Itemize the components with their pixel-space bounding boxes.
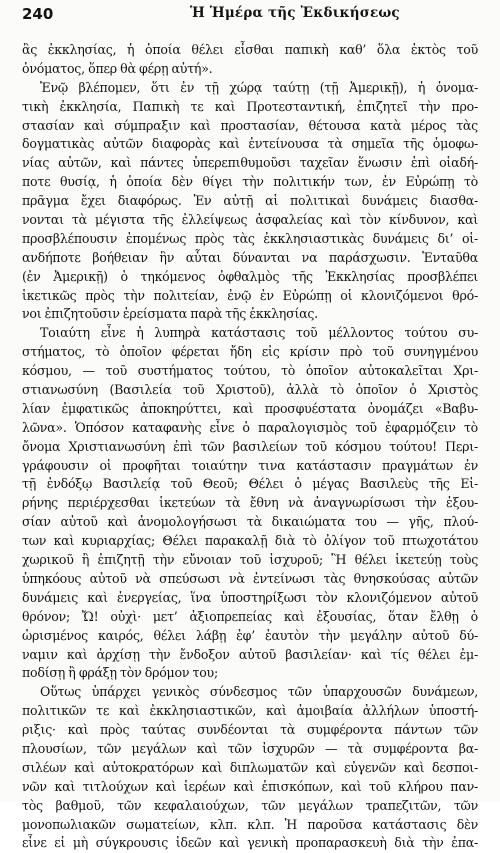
text-line: ποτε θυσίᾳ, ἡ ὁποία δὲν θίγει τὴν πολιτικήν των, ἐν Εὐρώπῃ τὸ xyxy=(22,174,478,190)
text-line: πρᾶγμα ἔχει διαφόρως. Ἐν αὐτῇ αἱ πολιτικαὶ δυνάμεις διασθα- xyxy=(22,193,478,209)
text-line: ὑπηκόους αὐτοῦ νὰ σπεύσωσι νὰ ἐντείνωσι τὰς θνησκούσας αὐτῶν xyxy=(22,570,478,586)
text-line: στιανωσύνη (Βασιλεία τοῦ Χριστοῦ), ἀλλὰ τὸ ὁποῖον ὁ Χριστὸς xyxy=(22,382,478,398)
text-line: ανδήποτε βοήθειαν ἣν αὗται δύνανται να παράσχωσιν. Ἐνταῦθα xyxy=(22,249,478,265)
text-line: πλουσίων, τῶν μεγάλων καὶ τῶν ἰσχυρῶν — τὰ συμφέροντα βα- xyxy=(22,740,478,756)
text-line: λῶνα». Ὁπόσον καταφανὴς εἶνε ὁ παραλογισμὸς τοῦ ἐφαρμόζειν τὸ xyxy=(22,419,478,435)
text-line: κόσμου, — τοῦ συστήματος τούτου, τὸ ὁποῖον αὐτοκαλεῖται Χρι- xyxy=(22,363,478,379)
body-text xyxy=(22,41,478,853)
text-line: γράφουσιν οἱ προφῆται τοιαύτην τινα κατάστασιν πραγμάτων ἐν xyxy=(22,457,478,473)
text-line: εἶνε εἰ μὴ σύγκρουσις ἰδεῶν καὶ γενικὴ προπαρασκευὴ διὰ τὴν ἐπα- xyxy=(22,835,478,851)
text-line: ἱκετικῶς πρὸς τὴν πολιτείαν, ἐνῷ ἐν Εὐρώπῃ οἱ κλονιζόμενοι θρό- xyxy=(22,287,478,303)
text-line: στήματος, τὸ ὁποῖον φέρεται ἤδη εἰς κρίσιν πρὸ τοῦ συνηγμένου xyxy=(22,344,478,360)
text-line: νοι ἐπιζητοῦσιν ἐρείσματα παρὰ τῆς ἐκκλησίας. xyxy=(22,306,318,322)
text-line: πολιτικῶν τε καὶ ἐκκλησιαστικῶν, καὶ ἀμοιβαία ἀλλήλων ὑποστή- xyxy=(22,703,478,719)
text-line: θρόνον; Ὤ! οὐχὶ· μετ’ ἀξιοπρεπείας καὶ ἐξουσίας, ὅταν ἔλθῃ ὁ xyxy=(22,608,478,624)
text-line: ὡρισμένος καιρός, θέλει λάβῃ ἐφ’ ἑαυτὸν τὴν μεγάλην αὐτοῦ δύ- xyxy=(22,627,478,643)
text-line: δογματικὰς αὐτῶν διαφορὰς καὶ ἐντείνουσα τὰ σημεῖα τῆς ὁμοφω- xyxy=(22,136,478,152)
text-line: νίας αὐτῶν, καὶ πάντες ὑπερεπιθυμοῦσι ταχεῖαν ἕνωσιν ἐπὶ οἱαδή- xyxy=(22,155,478,171)
text-line: τικὴ ἐκκλησία, Παπικὴ τε καὶ Προτεσταντική, ἐπιζητεῖ τὴν προ- xyxy=(22,98,478,114)
text-line: νονται τὰ μέγιστα τῆς ἐλλείψεως ἀσφαλείας καὶ τὸν κίνδυνον, καὶ xyxy=(22,212,478,228)
text-line: ναμιν καὶ ἀρχίσῃ τὴν ἔνδοξον αὐτοῦ βασιλείαν· καὶ τίς θέλει ἐμ- xyxy=(22,646,478,662)
text-line: χωρικοῦ ἢ ἐπιζητῇ τὴν εὔνοιαν τοῦ ἰσχυροῦ; Ἢ θέλει ἱκετεύῃ τοὺς xyxy=(22,552,478,568)
text-line: ὄνομα Χριστιανωσύνη ἐπὶ τῶν βασιλείων τοῦ κόσμου τούτου! Περι- xyxy=(22,438,478,454)
text-line: ἂς ἐκκλησίας, ἡ ὁποία θέλει εἶσθαι παπικὴ καθ’ ὅλα ἐκτὸς τοῦ xyxy=(22,42,478,57)
page-number: 240 xyxy=(22,5,54,23)
text-line: τῇ ἐνδόξῳ Βασιλείᾳ τοῦ Θεοῦ; Θέλει ὁ μέγας Βασιλεὺς τῆς Εἰ- xyxy=(22,476,478,492)
text-line: ὀνόματος, ὅπερ θὰ φέρῃ αὐτή». xyxy=(22,60,213,76)
page-header xyxy=(22,4,478,26)
text-line: στασίαν καὶ σύμπραξιν καὶ προστασίαν, θέτουσα κατὰ μέρος τὰς xyxy=(22,117,478,133)
text-line: (ἐν Ἀμερικῇ) ὁ τηκόμενος ὀφθαλμὸς τῆς Ἐκκλησίας προσβλέπει xyxy=(22,268,478,284)
text-line: σιλέων καὶ αὐτοκρατόρων καὶ διπλωματῶν καὶ εὐγενῶν καὶ δεσποι- xyxy=(22,759,478,775)
text-line: Οὕτως ὑπάρχει γενικὸς σύνδεσμος τῶν ὑπαρχουσῶν δυνάμεων, xyxy=(40,684,478,700)
text-line: τὸς βαθμοῦ, τῶν κεφαλαιούχων, τῶν μεγάλων τραπεζιτῶν, τῶν xyxy=(22,797,478,813)
text-line: προσβλέπουσιν ἐπομένως πρὸς τὰς ἐκκλησιαστικὰς δυνάμεις δι’ οἱ- xyxy=(22,230,478,246)
text-line: δυνάμεις καὶ ἐνεργείας, ἵνα ὑποστηρίξωσι τὸν κλονιζόμενον αὐτοῦ xyxy=(22,589,478,605)
text-line: σίαν αὐτοῦ καὶ ἀνομολογήσωσι τὰ δικαιώματα του — γῆς, πλού- xyxy=(22,514,478,530)
text-line: λίαν ἐμφατικῶς ἀποκηρύττει, καὶ προσφυέστατα ὀνομάζει «Βαβυ- xyxy=(22,400,478,416)
text-line: των καὶ κυριαρχίας; Θέλει παρακαλῇ διὰ τὸ ὀλίγον τοῦ πτωχοτάτου xyxy=(22,533,478,549)
text-line: Ἐνῷ βλέπομεν, ὅτι ἐν τῇ χώρᾳ ταύτῃ (τῇ Ἀμερικῇ), ἡ ὀνομα- xyxy=(40,79,478,95)
running-title: Ἡ Ἡμέρα τῆς Ἐκδικήσεως xyxy=(190,5,400,21)
text-line: Τοιαύτη εἶνε ἡ λυπηρὰ κατάστασις τοῦ μέλλοντος τούτου συ- xyxy=(40,325,478,341)
text-line: νῶν καὶ τιτλούχων καὶ ἱερέων καὶ ἐπισκόπων, καὶ τοῦ κλήρου παν- xyxy=(22,778,478,794)
text-line: ποδίσῃ ἢ φράξῃ τὸν δρόμον του; xyxy=(22,665,218,681)
text-line: ριξις· καὶ πρὸς ταύτας συνδέονται τὰ συμφέροντα πάντων τῶν xyxy=(22,722,478,738)
text-line: μονοπωλιακῶν σωματείων, κλπ. κλπ. Ἡ παροῦσα κατάστασις δὲν xyxy=(22,816,478,832)
text-line: ρήνης περιέρχεσθαι ἱκετεύων τὰ ἔθνη νὰ ἀναγνωρίσωσι τὴν ἐξου- xyxy=(22,495,478,511)
